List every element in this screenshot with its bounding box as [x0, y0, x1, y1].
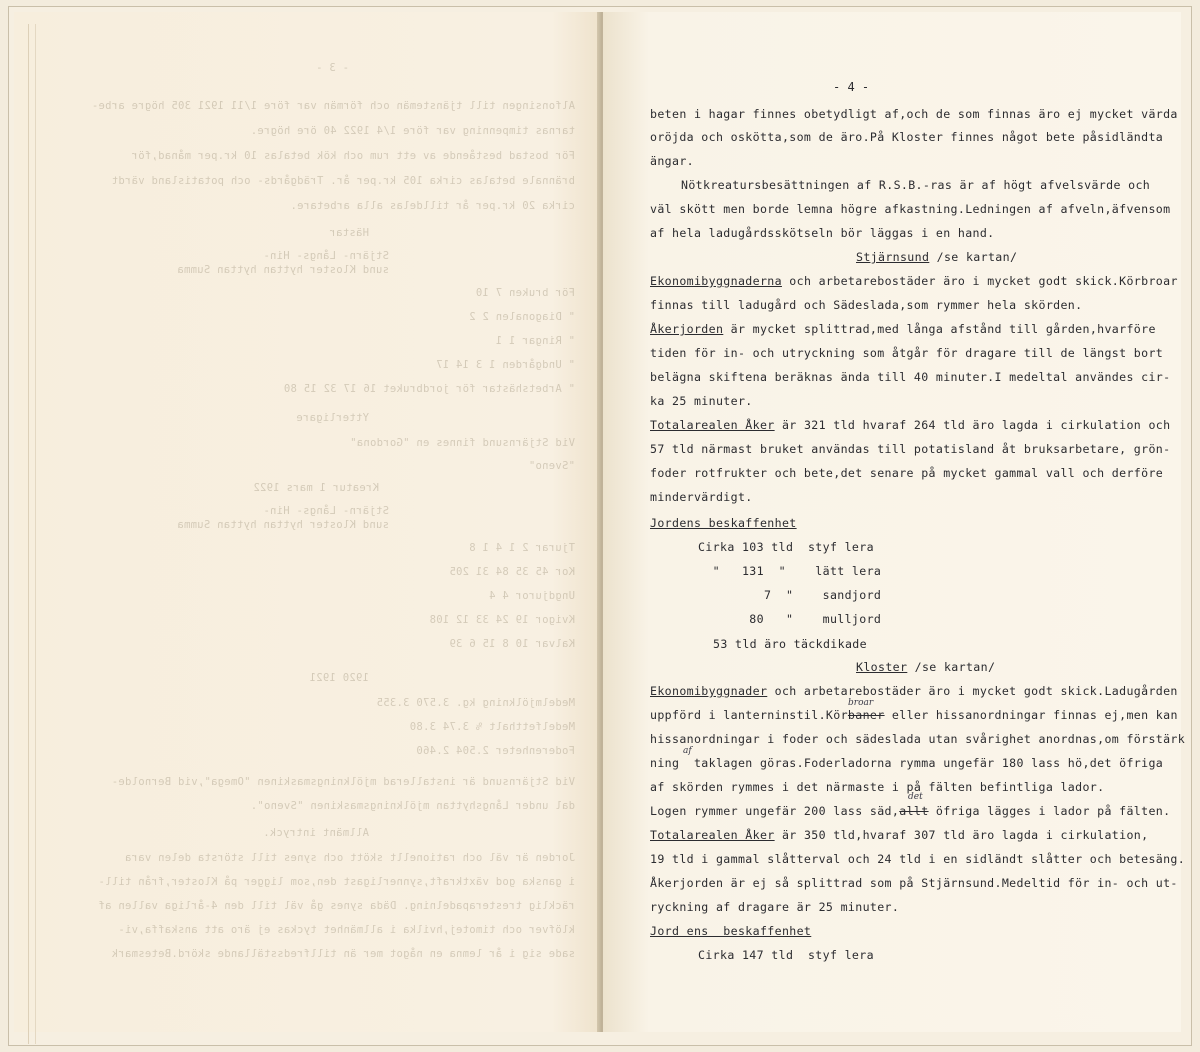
text-line: foder rotfrukter och bete,det senare på mycket gammal vall och derföre	[650, 466, 1164, 480]
handwritten-correction: broar	[848, 698, 874, 708]
mirrored-line: " Arbetshästar för jordbruket 16 17 32 15 80	[283, 383, 575, 395]
tackdikade-line: 53 tld äro täckdikade	[713, 637, 867, 651]
total-label-2: Totalarealen Åker	[650, 828, 775, 842]
aker-text-a: är mycket splittrad,med långa afstånd till gården,hvarföre	[723, 322, 1156, 336]
mirrored-line: Allmänt intryck.	[263, 827, 369, 839]
mirrored-line: Foderenheter 2.504 2.460	[416, 745, 575, 757]
text-line: ängar.	[650, 154, 694, 168]
ekonomi-label-1: Ekonomibyggnaderna	[650, 274, 782, 288]
mirrored-line: Hästar	[329, 227, 369, 239]
mirrored-line: Ungdjuror 4 4	[488, 590, 575, 602]
text-line: af skörden rymmes i det närmaste i på fälten befintliga lador.	[650, 780, 1105, 794]
mirrored-line: cirka 20 kr.per år tilldelas alla arbetare.	[290, 200, 575, 212]
paragraph-ekonomi-2	[650, 686, 1178, 698]
mirrored-line: Stjärn- Långs- Hin-	[263, 505, 389, 517]
jordens-label-2: Jord ens beskaffenhet	[650, 924, 812, 938]
mirrored-line: Alfonsingen till tjänstemän och förmän var före 1/11 1921 305 högre arbe-	[91, 100, 575, 112]
text-line: 19 tld i gammal slåtterval och 24 tld i en sidländt slåtter och betesäng.	[650, 852, 1186, 866]
text-line: tiden för in- och utryckning som åtgår för dragare till de längst bort	[650, 346, 1164, 360]
mirrored-line: dal under Långshyttan mjölkningsmaskinen "Sveno".	[250, 800, 575, 812]
handwritten-correction: af	[683, 746, 692, 756]
stjarnsund-title: Stjärnsund	[856, 250, 930, 264]
jordens-heading-2	[650, 926, 811, 938]
mirrored-line: För bostad bestående av ett rum och kök betalas 10 kr.per månad,för	[131, 150, 575, 162]
mirrored-line: Vid Stjärnsund finnes en "Gordona"	[349, 437, 575, 449]
handwritten-correction: det	[908, 792, 923, 802]
text-line: af hela ladugårdsskötseln bör läggas i en hand.	[650, 226, 995, 240]
soil-row: 7 " sandjord	[698, 588, 882, 602]
text-span: eller hissanordningar finnas ej,men kan	[884, 708, 1178, 722]
mirrored-line: Medelfetthalt % 3.74 3.80	[409, 721, 575, 733]
jordens-heading-1	[650, 518, 797, 530]
paragraph-totalareal-1	[650, 420, 1170, 432]
mirrored-line: Kor 45 35 84 31 205	[449, 566, 575, 578]
soil-row: Cirka 103 tld styf lera	[698, 540, 874, 554]
text-line: belägna skiftena beräknas ända till 40 minuter.I medeltal användes cir-	[650, 370, 1171, 384]
right-page-number: - 4 -	[833, 80, 870, 94]
mirrored-line: Ytterligare	[296, 412, 369, 424]
left-page-number: - 3 -	[315, 62, 349, 74]
mirrored-line: " Undgården 1 3 14 17	[435, 359, 575, 371]
mirrored-line: sund Kloster hyttan hyttan Summa	[177, 519, 389, 531]
text-span: uppförd i lanterninstil.Kör	[650, 708, 848, 722]
mirrored-line: Stjärn- Långs- Hin-	[263, 250, 389, 262]
text-line: oröjda och oskötta,som de äro.På Kloster finnes något bete påsidländta	[650, 130, 1164, 144]
mirrored-line: tarnas timpenning var före 1/4 1922 40 öre högre.	[250, 125, 575, 137]
ekonomi-label-2: Ekonomibyggnader	[650, 684, 768, 698]
stjarnsund-map-ref: /se kartan/	[929, 250, 1018, 264]
soil-row: " 131 " lätt lera	[698, 564, 882, 578]
total-text-2a: är 350 tld,hvaraf 307 tld äro lagda i cirkulation,	[774, 828, 1149, 842]
ekonomi-text-1a: och arbetarebostäder äro i mycket godt skick.Körbroar	[781, 274, 1178, 288]
text-line: mindervärdigt.	[650, 490, 753, 504]
ekonomi-text-2a: och arbetarebostäder äro i mycket godt skick.Ladugården	[767, 684, 1178, 698]
mirrored-line: brännale betalas cirka 105 kr.per år. Trädgårds- och potatisland värdt	[111, 175, 575, 187]
struck-word: allt	[899, 804, 929, 818]
mirrored-line: sund Kloster hyttan hyttan Summa	[177, 264, 389, 276]
text-span: Logen rymmer ungefär 200 lass säd,	[650, 804, 900, 818]
struck-word: baner	[847, 708, 885, 722]
text-line: Åkerjorden är ej så splittrad som på Stjärnsund.Medeltid för in- och ut-	[650, 876, 1178, 890]
logen-line	[650, 806, 1170, 818]
text-line: hissanordningar i foder och sädeslada utan svårighet anordnas,om förstärk	[650, 732, 1186, 746]
text-line: ka 25 minuter.	[650, 394, 753, 408]
mirrored-line: Vid Stjärnsund är installerad mjölkningsmaskinen "Omega",vid Bernolde-	[111, 776, 575, 788]
mirrored-text-block	[14, 12, 599, 1032]
mirrored-line: Jorden är väl och rationellt skött och synes till största delen vara	[124, 852, 575, 864]
mirrored-line: i ganska god växtkraft,synnerligast den,som ligger på Kloster,från till-	[98, 876, 575, 888]
total-text-1a: är 321 tld hvaraf 264 tld äro lagda i cirkulation och	[774, 418, 1171, 432]
mirrored-line: Medelmjölkning kg. 3.570 3.355	[376, 697, 575, 709]
mirrored-line: " Ringar 1 1	[495, 335, 575, 347]
kloster-title: Kloster	[856, 660, 908, 674]
mirrored-line: Kalvar 10 8 15 6 39	[449, 638, 575, 650]
mirrored-line: " Diagonalen 2 2	[469, 311, 575, 323]
ekonomi-line-2b	[650, 710, 1178, 722]
total-label-1: Totalarealen Åker	[650, 418, 775, 432]
kloster-map-ref: /se kartan/	[907, 660, 996, 674]
jordens-label-1: Jordens beskaffenhet	[650, 516, 797, 530]
mirrored-line: sade sig i år lemna en något mer än tillfredsställande skörd.Betesmark	[111, 948, 575, 960]
mirrored-line: 1920 1921	[309, 672, 369, 684]
soil-row: 80 " mulljord	[698, 612, 882, 626]
paragraph-ekonomi-1	[650, 276, 1178, 288]
section-heading-stjarnsund	[856, 252, 1017, 264]
text-line: Nötkreatursbesättningen af R.S.B.-ras är af högt afvelsvärde och	[681, 178, 1151, 192]
mirrored-line: klöfver och timotej,hvilka i allmänhet tyckas ej äro att anskaffa,vi-	[118, 924, 575, 936]
mirrored-line: För bruken 7 10	[475, 287, 575, 299]
text-span: öfriga lägges i lador på fälten.	[928, 804, 1171, 818]
paragraph-totalareal-2	[650, 830, 1148, 842]
text-line: 57 tld närmast bruket användas till potatisland åt bruksarbetare, grön-	[650, 442, 1171, 456]
paragraph-aker	[650, 324, 1156, 336]
mirrored-line: "Sveno"	[528, 460, 575, 472]
mirrored-line: Kvigor 19 24 33 12 108	[429, 614, 575, 626]
right-page	[603, 12, 1186, 1032]
text-line: beten i hagar finnes obetydligt af,och de som finnas äro ej mycket värda	[650, 107, 1178, 121]
aker-label: Åkerjorden	[650, 322, 724, 336]
text-line: finnas till ladugård och Sädeslada,som rymmer hela skörden.	[650, 298, 1083, 312]
mirrored-line: Tjurar 2 1 4 1 8	[469, 542, 575, 554]
mirrored-line: räcklig tresterapadelning. Däda synes gå väl till den 4-årliga vallen af	[98, 900, 575, 912]
left-page	[14, 12, 599, 1032]
text-line: ryckning af dragare är 25 minuter.	[650, 900, 900, 914]
text-line: ning taklagen göras.Foderladorna rymma ungefär 180 lass hö,det öfriga	[650, 756, 1164, 770]
section-heading-kloster	[856, 662, 995, 674]
soil-row: Cirka 147 tld styf lera	[698, 948, 874, 962]
text-line: väl skött men borde lemna högre afkastning.Ledningen af afveln,äfvensom	[650, 202, 1171, 216]
mirrored-line: Kreatur 1 mars 1922	[253, 482, 379, 494]
